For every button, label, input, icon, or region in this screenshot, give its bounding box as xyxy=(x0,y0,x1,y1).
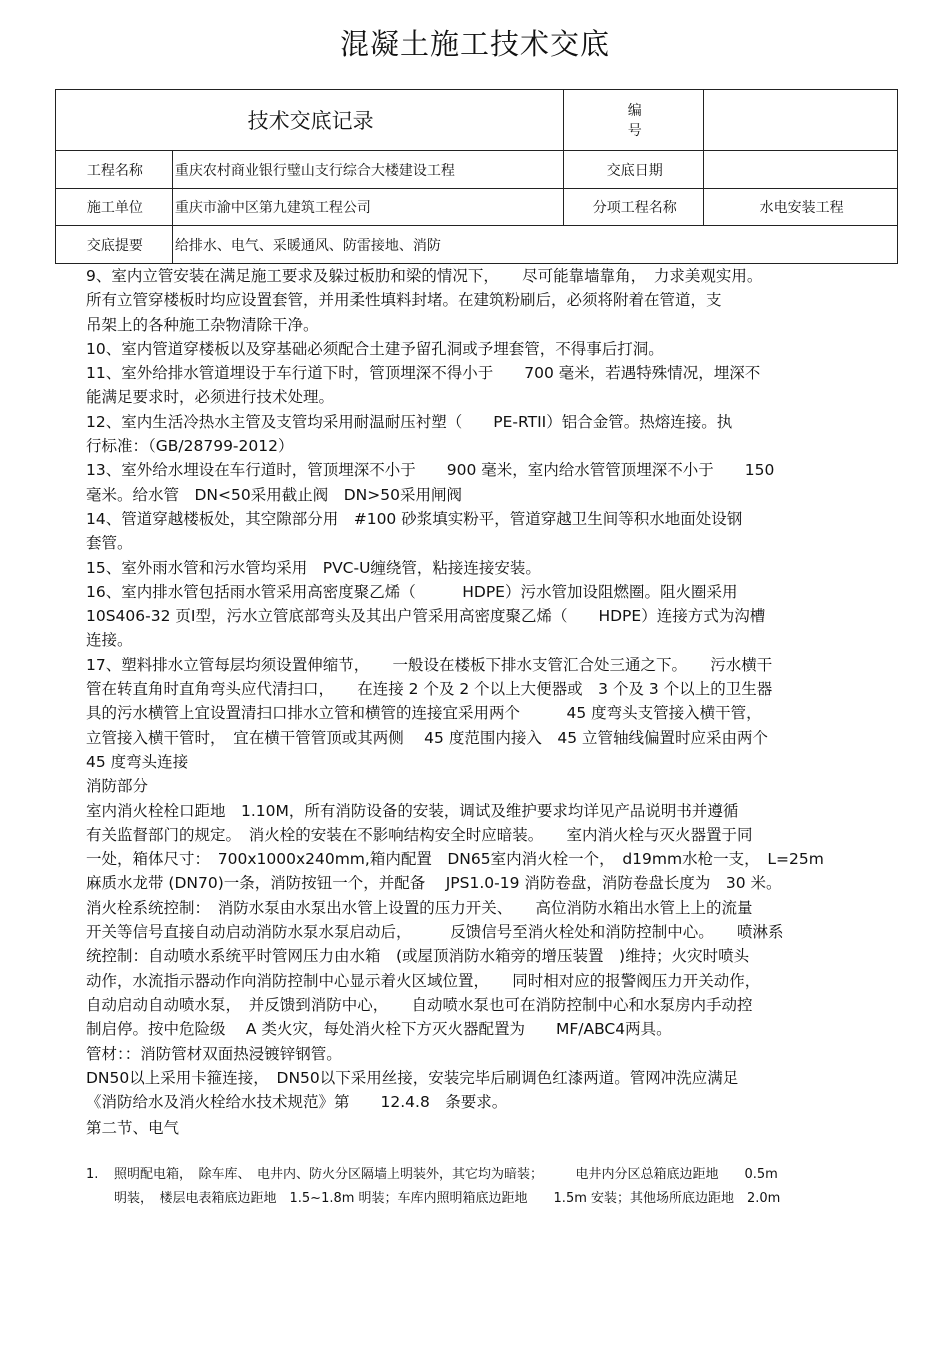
summary-label: 交底提要 xyxy=(56,226,173,264)
paragraph-item-12: 12、室内生活冷热水主管及支管均采用耐温耐压衬塑（ PE-RTII）铝合金管。热熔连接。执 行标准：（GB/28799-2012） xyxy=(86,412,733,456)
summary-value: 给排水、电气、采暖通风、防雷接地、消防 xyxy=(172,226,897,264)
record-title: 技术交底记录 xyxy=(56,90,564,151)
sub-project-value: 水电安装工程 xyxy=(704,189,898,226)
paragraph-item-14: 14、管道穿越楼板处，其空隙部分用 #100 砂浆填实粉平，管道穿越卫生间等积水地面处设钢 套管。 xyxy=(86,509,743,553)
project-name-label: 工程名称 xyxy=(56,151,173,189)
section-heading-fire: 消防部分 xyxy=(86,777,149,796)
sub-project-label: 分项工程名称 xyxy=(564,189,704,226)
paragraph-item-10: 10、室内管道穿楼板以及穿基础必须配合土建予留孔洞或予埋套管，不得事后打洞。 xyxy=(86,339,664,358)
paragraph-item-16: 16、室内排水管包括雨水管采用高密度聚乙烯（ HDPE）污水管加设阻燃圈。阻火圈采用 10S406-32 页Ⅰ型，污水立管底部弯头及其出户管采用高密度聚乙烯（ HDPE）连接方式为沟槽 连接。 xyxy=(86,582,766,650)
date-value xyxy=(704,151,898,189)
section-heading-electrical: 第二节、电气 xyxy=(86,1119,180,1138)
unit-label: 施工单位 xyxy=(56,189,173,226)
unit-value: 重庆市渝中区第九建筑工程公司 xyxy=(172,189,563,226)
paragraph-item-9: 9、室内立管安装在满足施工要求及躲过板肋和梁的情况下， 尽可能靠墙靠角， 力求美观实用。 所有立管穿楼板时均应设置套管，并用柔性填料封堵。在建筑粉刷后，必须将附着在管道，支 吊架上的各种施工杂物清除干净。 xyxy=(86,267,763,334)
paragraph-item-11: 11、室外给排水管道埋设于车行道下时，管顶埋深不得小于 700 毫米，若遇特殊情况，埋深不 能满足要求时，必须进行技术处理。 xyxy=(86,364,761,407)
paragraph-item-15: 15、室外雨水管和污水管均采用 PVC-U缠绕管，粘接连接安装。 xyxy=(86,558,541,577)
electrical-list xyxy=(86,1163,876,1211)
code-label: 编 号 xyxy=(564,90,704,151)
paragraph-pipe-material: 管材：：消防管材双面热浸镀锌钢管。 xyxy=(86,1044,342,1063)
list-item-text: 照明配电箱， 除车库、 电井内、防火分区隔墙上明装外，其它均为暗装； 电井内分区总箱底边距地 0.5m 明装， 楼层电表箱底边距地 1.5~1.8m 明装；车库内照明箱底边距地 1.5m 安装；其他场所底边距地 2.0m xyxy=(114,1167,781,1206)
page-title: 混凝土施工技术交底 xyxy=(339,27,610,61)
record-header-table xyxy=(55,89,898,264)
paragraph-item-13: 13、室外给水埋设在车行道时，管顶埋深不小于 900 毫米，室内给水管管顶埋深不小于 150 毫米。给水管 DN<50采用截止阀 DN>50采用闸阀 xyxy=(86,461,775,504)
paragraph-item-17: 17、塑料排水立管每层均须设置伸缩节， 一般设在楼板下排水支管汇合处三通之下。 污水横干 管在转直角时直角弯头应代清扫口， 在连接 2 个及 2 个以上大便器或 3 个及 3 个以上的卫生器 具的污水横管上宜设置清扫口排水立管和横管的连接宜采用两个 45 度弯头支管接入横干管， 立管接入横干管时， 宜在横干管管顶或其两侧 45 度范围内接入 45 立管轴线偏置时应采由两个 45 度弯头连接 xyxy=(86,655,773,771)
date-label: 交底日期 xyxy=(564,151,704,189)
paragraph-pipe-connection: DN50以上采用卡箍连接， DN50以下采用丝接，安装完毕后刷调色红漆两道。管网冲洗应满足 《消防给水及消火栓给水技术规范》第 12.4.8 条要求。 xyxy=(86,1068,739,1112)
list-item-number: 1. xyxy=(86,1167,99,1182)
document-body xyxy=(86,264,876,1141)
paragraph-fire-hydrant: 室内消火栓栓口距地 1.10M，所有消防设备的安装，调试及维护要求均详见产品说明书并遵循 有关监督部门的规定。 消火栓的安装在不影响结构安全时应暗装。 室内消火栓与灭火器置于同 一处，箱体尺寸： 700x1000x240mm,箱内配置 DN65室内消火栓一个， d19mm水枪一支， L=25m 麻质水龙带 (DN70)一条，消防按钮一个，并配备 JPS1.0-19 消防卷盘，消防卷盘长度为 30 米。 消火栓系统控制： 消防水泵由水泵出水管上设置的压力开关、 高位消防水箱出水管上上的流量 开关等信号直接自动启动消防水泵水泵启动后， 反馈信号至消火栓处和消防控制中心。 喷淋系 统控制：自动喷水系统平时管网压力由水箱 (或屋顶消防水箱旁的增压装置 )维持；火灾时喷头 动作，水流指示器动作向消防控制中心显示着火区域位置， 同时相对应的报警阀压力开关动作， 自动启动自动喷水泵， 并反馈到消防中心， 自动喷水泵也可在消防控制中心和水泵房内手动控 制启停。按中危险级 A 类火灾，每处消火栓下方灭火器配置为 MF/ABC4两具。 xyxy=(86,801,824,1039)
code-value xyxy=(704,90,898,151)
list-item xyxy=(86,1163,876,1211)
project-name: 重庆农村商业银行璧山支行综合大楼建设工程 xyxy=(172,151,563,189)
